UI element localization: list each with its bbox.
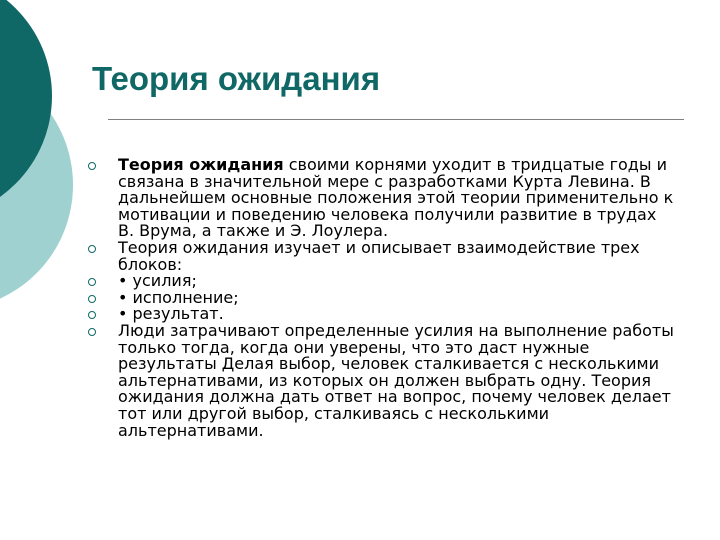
title-divider <box>108 119 684 120</box>
list-item-text: Теория ожидания изучает и описывает взаимодействие трех блоков: <box>118 237 640 274</box>
hollow-circle-bullet-icon <box>88 245 96 253</box>
hollow-circle-bullet-icon <box>88 278 96 286</box>
list-item-text: своими корнями уходит в тридцатые годы и связана в значительной мере с разработками Курта Левина. В дальнейшем основные положения этой теории применительно к мотивации и поведению человека получили развитие в трудах В. Врума, а также и Э. Лоулера. <box>118 155 674 241</box>
list-item <box>86 157 676 240</box>
list-item-text: • усилия; <box>118 271 197 291</box>
term-highlight: Теория ожидания <box>118 155 284 174</box>
bullet-list <box>86 157 676 439</box>
hollow-circle-bullet-icon <box>88 162 96 170</box>
list-item <box>86 320 676 440</box>
hollow-circle-bullet-icon <box>88 295 96 303</box>
hollow-circle-bullet-icon <box>88 328 96 336</box>
hollow-circle-bullet-icon <box>88 311 96 319</box>
list-item-text: • исполнение; <box>118 287 239 307</box>
slide-title: Теория ожидания <box>92 60 381 97</box>
list-item <box>86 237 676 274</box>
list-item-text: • результат. <box>118 304 224 324</box>
list-item-text: Люди затрачивают определенные усилия на выполнение работы только тогда, когда они уверены, что это даст нужные результаты Делая выбор, человек сталкивается с несколькими альтернативами, из которых он должен выбрать одну. Теория ожидания должна дать ответ на вопрос, почему человек делает тот или другой выбор, сталкиваясь с несколькими альтернативами. <box>118 320 674 440</box>
